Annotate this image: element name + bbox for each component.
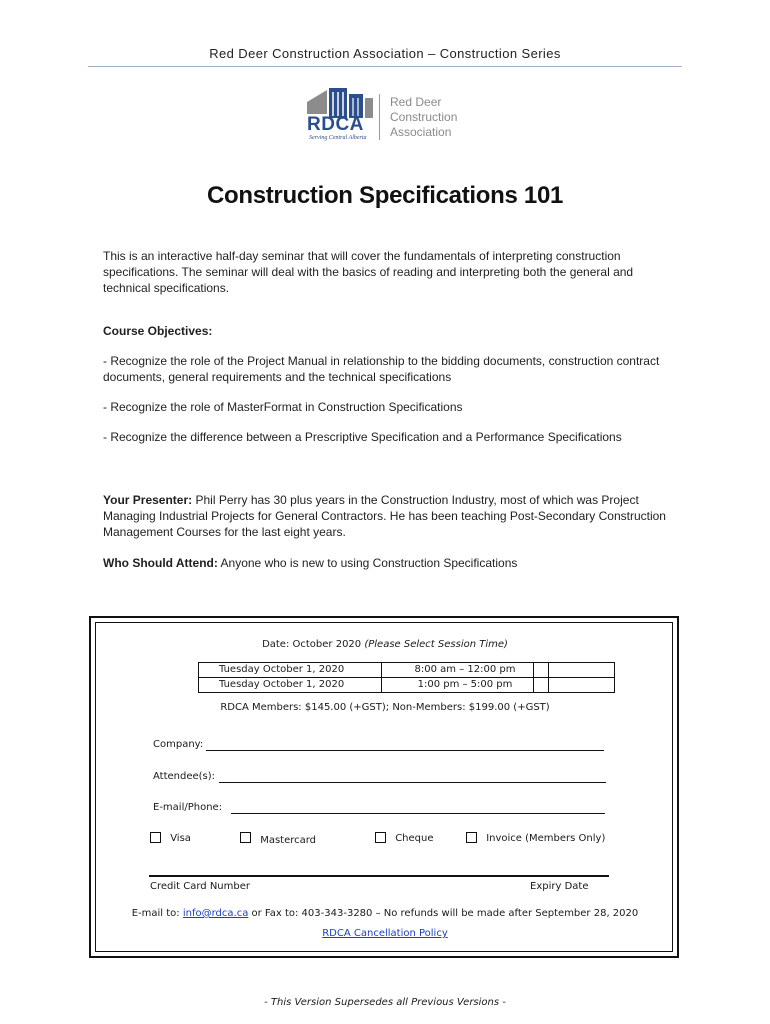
session-select-pm[interactable]	[534, 678, 614, 692]
mastercard-checkbox[interactable]	[240, 832, 251, 843]
invoice-checkbox[interactable]	[466, 832, 477, 843]
credit-card-input[interactable]	[149, 875, 609, 877]
payment-invoice[interactable]	[466, 832, 605, 844]
logo-abbrev: RDCA	[307, 114, 364, 135]
presenter-label: Your Presenter:	[103, 493, 193, 507]
attendees-input[interactable]	[219, 782, 606, 783]
company-input[interactable]	[206, 750, 604, 751]
email-phone-label: E-mail/Phone:	[153, 802, 223, 813]
presenter-paragraph	[103, 492, 675, 540]
objective-item: - Recognize the difference between a Prescriptive Specification and a Performance Specifications	[103, 430, 622, 444]
logo-wordmark	[390, 95, 457, 140]
attend-text: Anyone who is new to using Construction Specifications	[217, 556, 518, 570]
attend-label: Who Should Attend:	[103, 556, 218, 570]
logo-divider	[379, 94, 380, 140]
pricing-line: RDCA Members: $145.00 (+GST); Non-Members: $199.00 (+GST)	[220, 702, 550, 713]
session-select-am[interactable]	[534, 663, 614, 678]
header-divider	[88, 66, 682, 67]
cheque-label: Cheque	[395, 832, 434, 844]
credit-card-label: Credit Card Number	[150, 881, 250, 892]
presenter-text: Phil Perry has 30 plus years in the Construction Industry, most of which was Project Managing Industrial Projects for General Contractors. He has been teaching Post-Secondary Construction Management Courses for the last eight years.	[103, 493, 666, 539]
logo-name-line1: Red Deer	[390, 95, 442, 109]
session-table	[198, 662, 549, 693]
table-row	[199, 663, 549, 678]
logo-tagline: Serving Central Alberta	[309, 135, 367, 141]
objectives-heading: Course Objectives:	[103, 324, 213, 338]
version-footer: - This Version Supersedes all Previous Versions -	[264, 997, 506, 1008]
contact-suffix: or Fax to: 403-343-3280 – No refunds will be made after September 28, 2020	[248, 908, 639, 919]
session-time-cell: 8:00 am – 12:00 pm	[382, 663, 549, 678]
company-label: Company:	[153, 739, 204, 750]
visa-checkbox[interactable]	[150, 832, 161, 843]
cancellation-policy-link[interactable]: RDCA Cancellation Policy	[322, 928, 448, 939]
payment-visa[interactable]	[150, 832, 191, 844]
invoice-label: Invoice (Members Only)	[486, 832, 606, 844]
attendees-label: Attendee(s):	[153, 771, 216, 782]
series-header: Red Deer Construction Association – Construction Series	[209, 46, 561, 61]
contact-prefix: E-mail to:	[131, 908, 183, 919]
payment-cheque[interactable]	[375, 832, 434, 844]
date-note: (Please Select Session Time)	[364, 639, 508, 650]
logo-name-line3: Association	[390, 125, 452, 139]
session-time-cell: 1:00 pm – 5:00 pm	[382, 678, 549, 693]
policy-line	[0, 928, 770, 939]
session-date-cell: Tuesday October 1, 2020	[199, 663, 382, 678]
attend-paragraph	[103, 555, 675, 571]
logo-name-line2: Construction	[390, 110, 458, 124]
expiry-label: Expiry Date	[530, 881, 589, 892]
email-phone-input[interactable]	[231, 813, 605, 814]
email-link[interactable]: info@rdca.ca	[182, 908, 249, 919]
session-date-line	[0, 639, 770, 650]
intro-paragraph: This is an interactive half-day seminar that will cover the fundamentals of interpreting construction specifications. The seminar will deal with the basics of reading and interpreting both the general and technical specifications.	[103, 249, 634, 295]
table-row	[199, 678, 549, 693]
document-title: Construction Specifications 101	[206, 182, 564, 209]
objective-item: - Recognize the role of MasterFormat in Construction Specifications	[103, 400, 463, 414]
payment-mastercard[interactable]	[240, 832, 316, 844]
objective-item: - Recognize the role of the Project Manual in relationship to the bidding documents, construction contract documents, general requirements and the technical specifications	[103, 354, 660, 384]
session-select-cells	[533, 662, 615, 693]
session-date-cell: Tuesday October 1, 2020	[199, 678, 382, 693]
date-label: Date: October 2020	[262, 639, 365, 650]
cheque-checkbox[interactable]	[375, 832, 386, 843]
visa-label: Visa	[170, 832, 191, 844]
contact-line	[0, 908, 770, 919]
mastercard-label: Mastercard	[260, 834, 317, 846]
